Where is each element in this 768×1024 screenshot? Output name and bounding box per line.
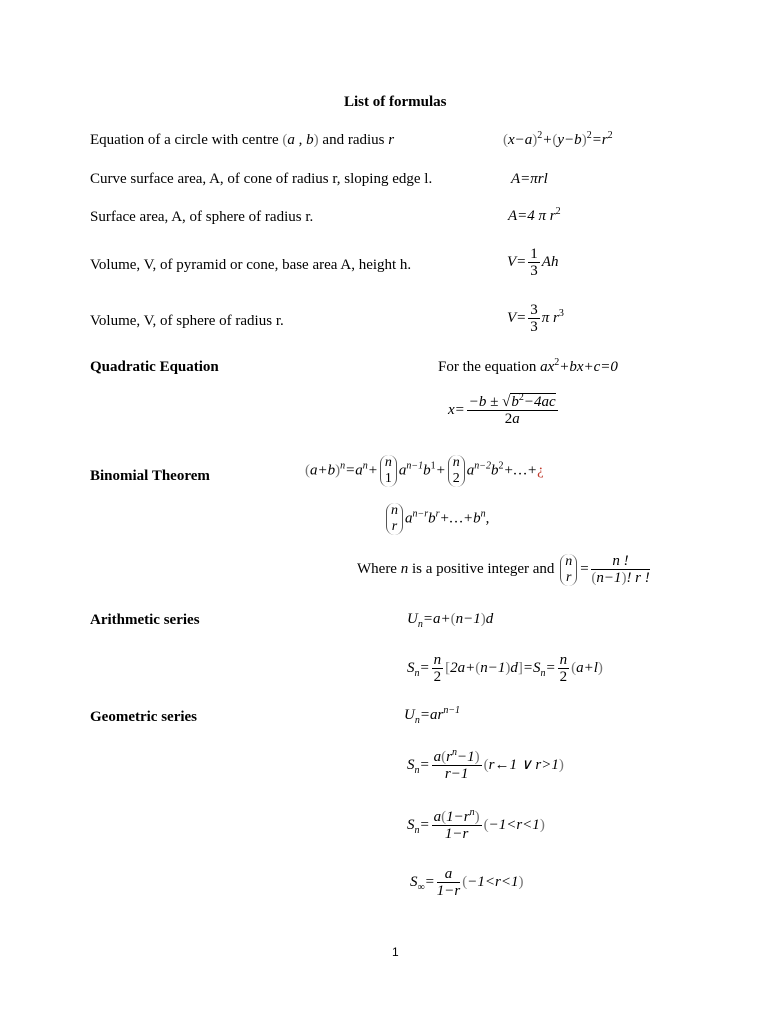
quadratic-intro-text: For the equation <box>438 359 537 375</box>
circle-label-mid: and radius <box>322 132 385 148</box>
cone-label: Curve surface area, A, of cone of radius r, sloping edge l. <box>90 171 433 187</box>
geometric-sum-r-lt-1: $S_n=$ $\frac{a(1-r^n)}{1-r}$ (−1<r<1) <box>407 807 545 842</box>
circle-formula: $(x-a)^2+(y-b)^2=r^2$ <box>503 130 613 148</box>
page-title: List of formulas <box>344 94 447 110</box>
binomial-formula-line2: n r $a^{n-r}b^r+\dots+b^n$, <box>384 503 489 535</box>
arithmetic-heading: Arithmetic series <box>90 612 200 628</box>
pyramid-formula: V= $\frac{1}{3}$ Ah <box>507 246 559 279</box>
sphere-volume-label: Volume, V, of sphere of radius r. <box>90 313 284 329</box>
binomial-where-mid: is a positive integer and <box>411 560 555 577</box>
binomial-where: Where n is a positive integer and n r = $\frac{n !}{(n-1)! r !}$ <box>357 553 650 586</box>
circle-centre: a , b <box>287 132 314 148</box>
sphere-volume-formula: V= $\frac{3}{3}$ π $r^3$ <box>507 302 564 335</box>
circle-label: Equation of a circle with centre (a , b) and radius r <box>90 132 395 148</box>
arithmetic-nth-term: $U_n=a+(n-1)d$ <box>407 611 494 630</box>
geometric-heading: Geometric series <box>90 709 198 725</box>
cone-formula: A=πrl <box>511 171 548 187</box>
binomial-formula-line1: $(a+b)^n=a^n+$ n 1 $a^{n-1}b^1+$ n 2 $a^{n-2}b^2+\dots+¿$ <box>305 455 544 486</box>
geometric-nth-term: $U_n=ar^{n-1}$ <box>404 705 461 726</box>
quadratic-intro: For the equation $ax^2+bx+c=0$ <box>438 357 618 375</box>
circle-label-pre: Equation of a circle with centre <box>90 132 279 148</box>
quadratic-heading: Quadratic Equation <box>90 359 219 375</box>
geometric-sum-r-gt-1: $S_n=$ $\frac{a(r^n-1)}{r-1}$ (r←1 ∨ r>1) <box>407 747 564 782</box>
geometric-sum-infinity: $S_\infty=$ $\frac{a}{1-r}$ (−1<r<1) <box>410 866 524 899</box>
circle-radius-symbol: r <box>388 132 395 148</box>
sphere-area-label: Surface area, A, of sphere of radius r. <box>90 209 314 225</box>
sphere-area-formula: A=4 π $r^2$ <box>508 206 561 224</box>
quadratic-formula: x= $\frac{-b \pm √b^2-4ac}{2a}$ <box>448 392 556 427</box>
binomial-where-pre: Where <box>357 560 397 577</box>
page-number: 1 <box>392 945 399 959</box>
binomial-heading: Binomial Theorem <box>90 468 210 484</box>
pyramid-label: Volume, V, of pyramid or cone, base area A, height h. <box>90 257 412 273</box>
arithmetic-sum: $S_n=$ $\frac{n}{2}$ $[2a+(n-1)d]=S_n=$ $\frac{n}{2}$ (a+l) <box>407 652 603 685</box>
